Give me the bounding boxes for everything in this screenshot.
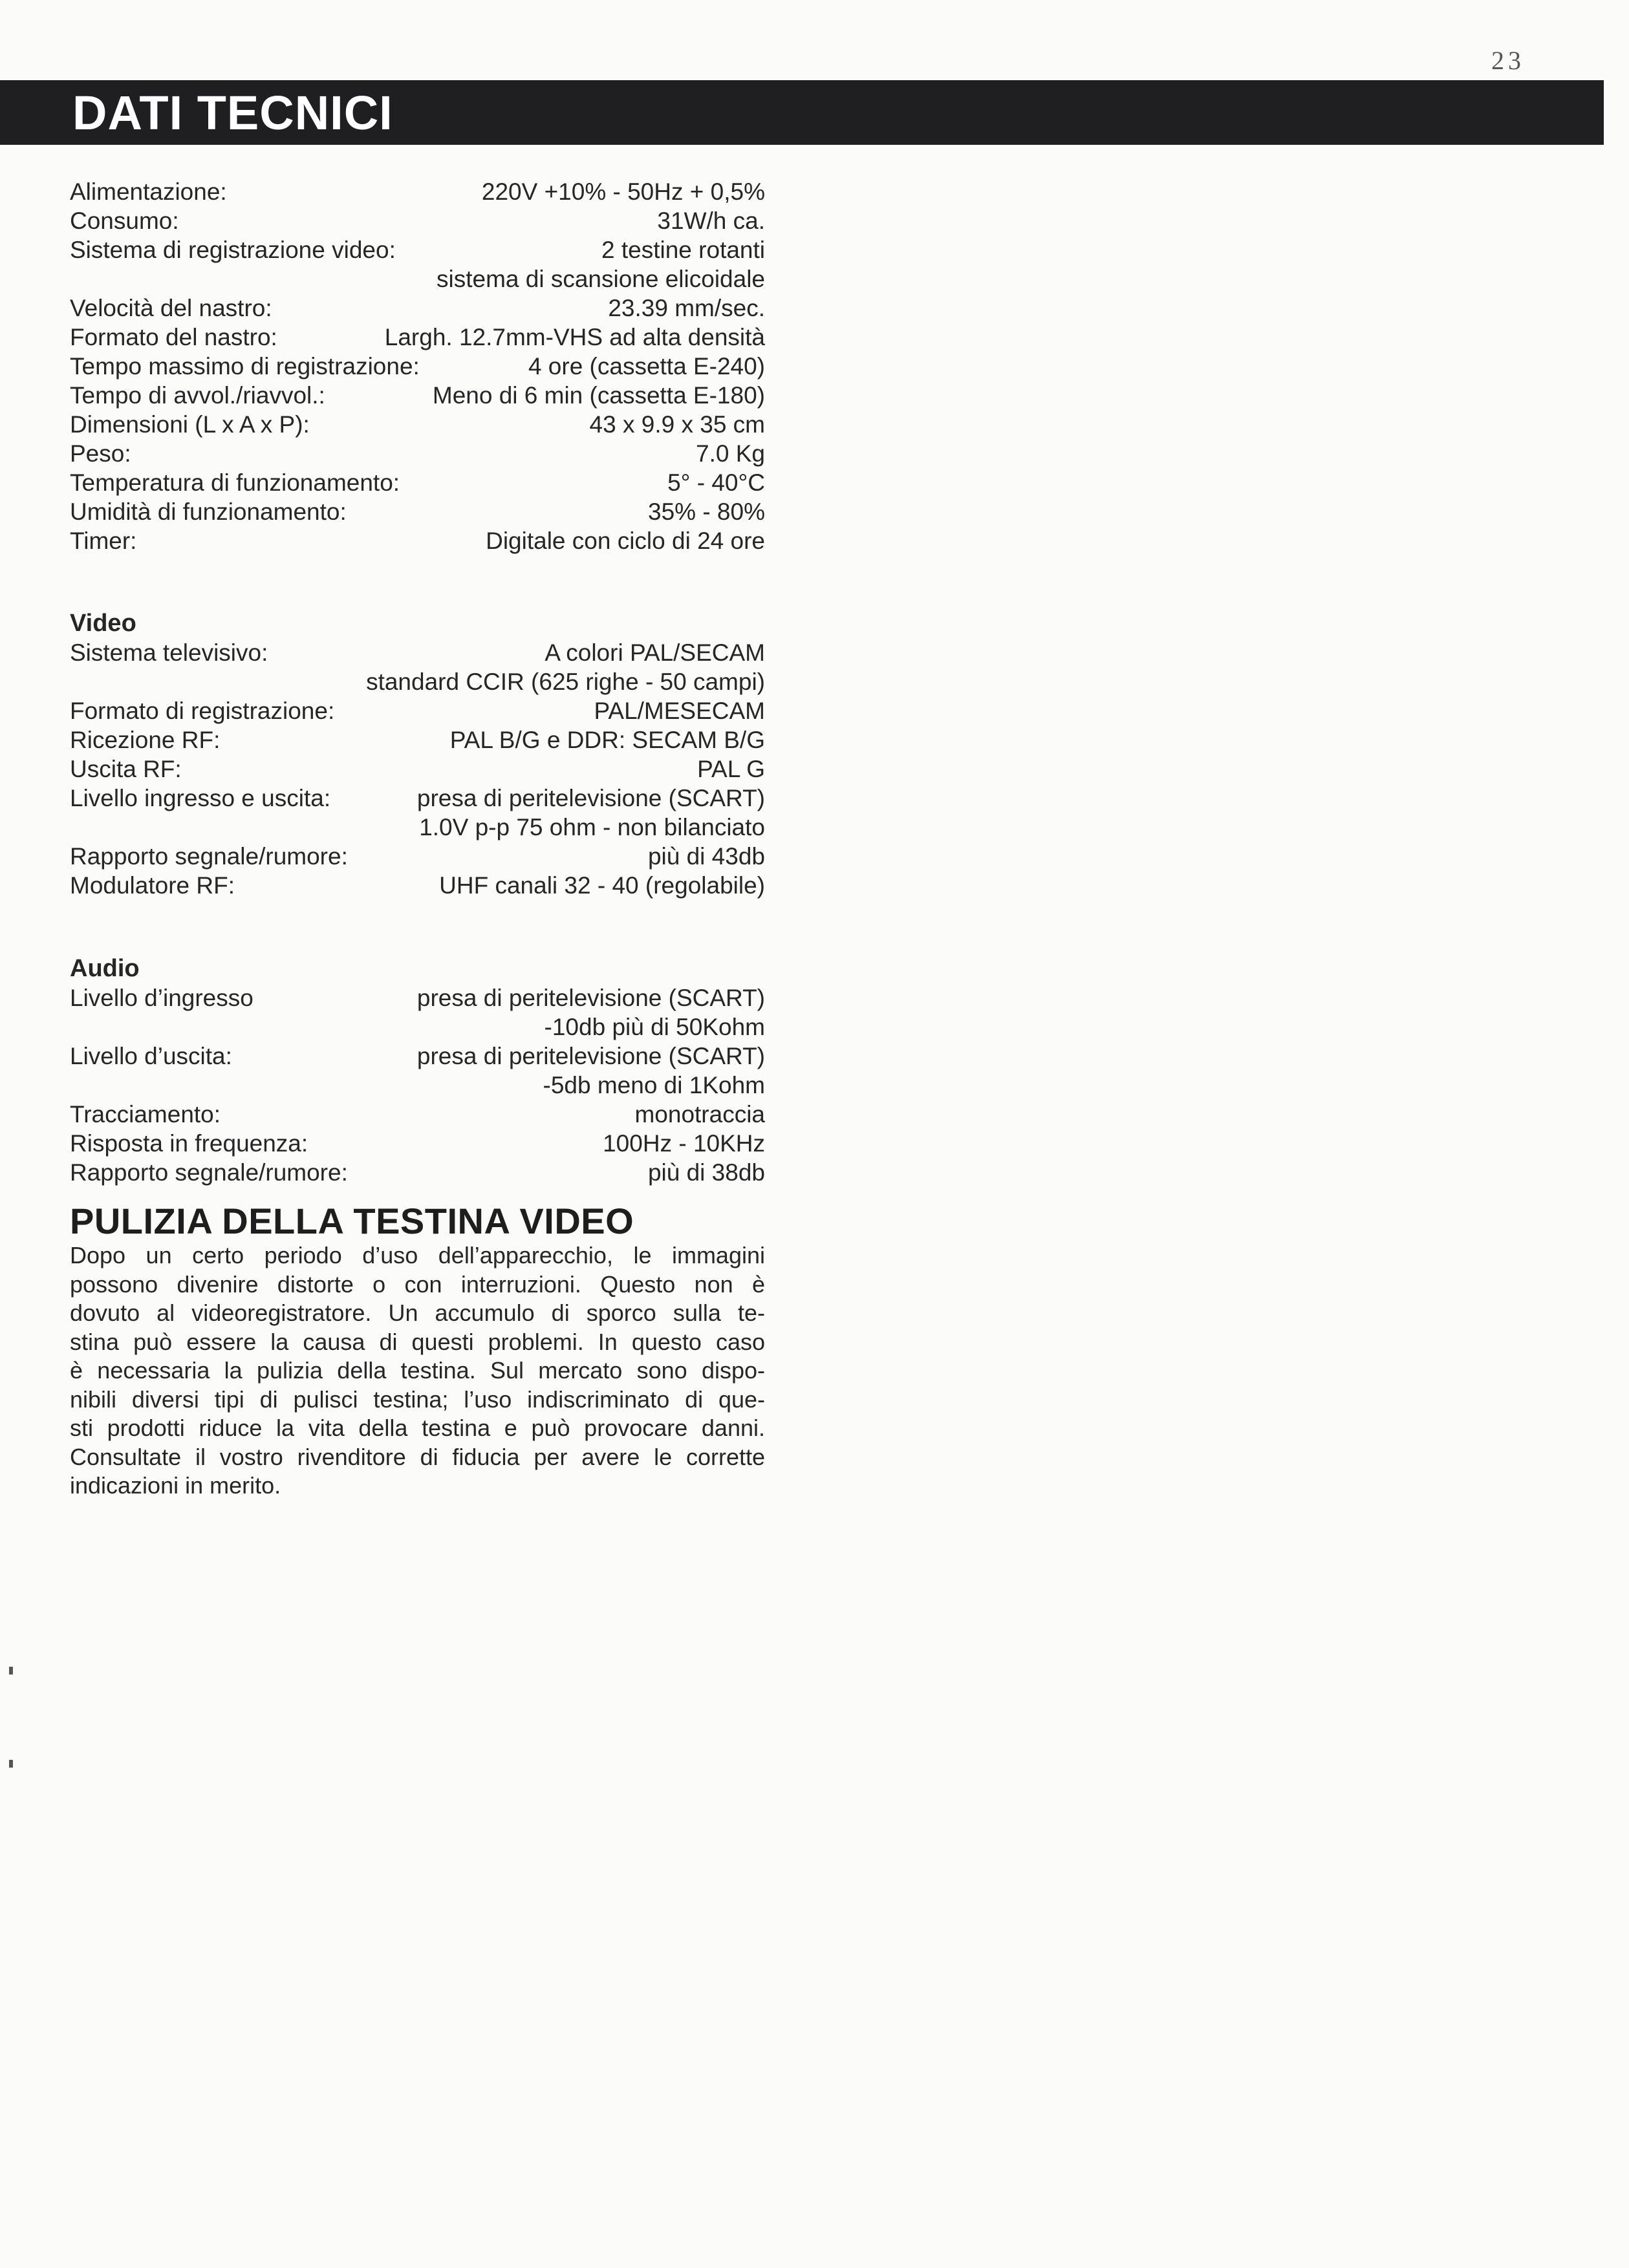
spec-row-continuation <box>70 667 765 696</box>
spec-value: più di 43db <box>647 843 765 870</box>
general-specs <box>70 177 765 555</box>
spec-label: Temperatura di funzionamento: <box>70 469 400 496</box>
spec-row <box>70 754 765 784</box>
margin-mark <box>9 1760 13 1768</box>
cleaning-text-line: nibili diversi tipi di pulisci testina; l’uso indiscriminato di que- <box>70 1385 765 1413</box>
spec-row <box>70 381 765 410</box>
spec-row <box>70 638 765 667</box>
cleaning-text-line: Consultate il vostro rivenditore di fiducia per avere le corrette <box>70 1443 765 1470</box>
cleaning-body <box>70 1241 765 1501</box>
spec-label: Sistema televisivo: <box>70 639 268 666</box>
cleaning-text-line: indicazioni in merito. <box>70 1472 281 1499</box>
video-specs <box>70 638 765 900</box>
spec-label: Velocità del nastro: <box>70 295 272 321</box>
spec-row <box>70 784 765 813</box>
spec-value: 2 testine rotanti <box>601 237 765 263</box>
spec-row <box>70 983 765 1012</box>
spec-row <box>70 1042 765 1071</box>
spec-value: 5° - 40°C <box>667 469 765 496</box>
spec-label: Umidità di funzionamento: <box>70 498 347 525</box>
spec-label: Consumo: <box>70 208 179 234</box>
section-gap <box>70 555 765 608</box>
spec-label: Rapporto segnale/rumore: <box>70 843 348 870</box>
spec-content <box>70 177 765 1501</box>
spec-row <box>70 177 765 206</box>
spec-value: 43 x 9.9 x 35 cm <box>589 411 765 438</box>
spec-value-continuation: -10db più di 50Kohm <box>544 1014 765 1040</box>
cleaning-text-line: stina può essere la causa di questi problemi. In questo caso <box>70 1328 765 1355</box>
spec-value-continuation: 1.0V p-p 75 ohm - non bilanciato <box>419 814 765 840</box>
spec-label: Tracciamento: <box>70 1101 221 1128</box>
spec-label: Formato di registrazione: <box>70 698 335 724</box>
spec-row-continuation <box>70 1012 765 1042</box>
cleaning-title: PULIZIA DELLA TESTINA VIDEO <box>70 1201 634 1241</box>
spec-label: Sistema di registrazione video: <box>70 237 396 263</box>
spec-label: Timer: <box>70 528 137 554</box>
spec-value-continuation: -5db meno di 1Kohm <box>543 1072 765 1098</box>
spec-value-continuation: standard CCIR (625 righe - 50 campi) <box>366 669 765 695</box>
spec-row <box>70 526 765 555</box>
spec-row <box>70 842 765 871</box>
spec-value: UHF canali 32 - 40 (regolabile) <box>439 872 765 899</box>
spec-value-continuation: sistema di scansione elicoidale <box>437 266 765 292</box>
spec-row <box>70 352 765 381</box>
page-number: 23 <box>1491 46 1525 75</box>
spec-row-continuation <box>70 813 765 842</box>
spec-value: Largh. 12.7mm-VHS ad alta densità <box>384 324 765 350</box>
page-title: DATI TECNICI <box>72 86 393 140</box>
spec-value: più di 38db <box>647 1159 765 1186</box>
audio-specs <box>70 983 765 1187</box>
spec-row-continuation <box>70 264 765 294</box>
spec-row <box>70 439 765 468</box>
margin-mark <box>9 1667 13 1674</box>
spec-row <box>70 468 765 497</box>
spec-label: Rapporto segnale/rumore: <box>70 1159 348 1186</box>
spec-value: PAL G <box>697 756 765 782</box>
spec-label: Formato del nastro: <box>70 324 277 350</box>
spec-label: Dimensioni (L x A x P): <box>70 411 310 438</box>
spec-value: 100Hz - 10KHz <box>603 1130 765 1157</box>
cleaning-text-line: possono divenire distorte o con interruzioni. Questo non è <box>70 1270 765 1298</box>
cleaning-text-line: sti prodotti riduce la vita della testina e può provocare danni. <box>70 1415 765 1441</box>
spec-label: Tempo di avvol./riavvol.: <box>70 382 325 409</box>
spec-value: 220V +10% - 50Hz + 0,5% <box>481 178 765 205</box>
spec-value: Meno di 6 min (cassetta E-180) <box>432 382 765 409</box>
spec-value: 7.0 Kg <box>696 440 765 467</box>
spec-row <box>70 323 765 352</box>
spec-value: Digitale con ciclo di 24 ore <box>486 528 765 554</box>
video-section-title: Video <box>70 610 136 637</box>
spec-value: presa di peritelevisione (SCART) <box>416 1043 765 1069</box>
cleaning-text-line: dovuto al videoregistratore. Un accumulo di sporco sulla te- <box>70 1300 765 1326</box>
spec-value: A colori PAL/SECAM <box>545 639 765 666</box>
cleaning-text-line: Dopo un certo periodo d’uso dell’apparecchio, le immagini <box>70 1242 765 1268</box>
spec-row <box>70 696 765 725</box>
spec-label: Peso: <box>70 440 131 467</box>
spec-label: Ricezione RF: <box>70 727 221 753</box>
spec-label: Alimentazione: <box>70 178 227 205</box>
spec-value: PAL/MESECAM <box>594 698 765 724</box>
spec-row <box>70 410 765 439</box>
spec-label: Risposta in frequenza: <box>70 1130 308 1157</box>
spec-row <box>70 725 765 754</box>
audio-section-title: Audio <box>70 955 140 982</box>
spec-row <box>70 294 765 323</box>
spec-value: 4 ore (cassetta E-240) <box>528 353 765 380</box>
spec-value: presa di peritelevisione (SCART) <box>416 785 765 811</box>
spec-label: Tempo massimo di registrazione: <box>70 353 420 380</box>
spec-row <box>70 1129 765 1158</box>
spec-value: 23.39 mm/sec. <box>608 295 765 321</box>
spec-label: Modulatore RF: <box>70 872 235 899</box>
spec-row <box>70 871 765 900</box>
spec-row <box>70 206 765 235</box>
header-bar <box>0 80 1604 145</box>
spec-row <box>70 1100 765 1129</box>
spec-value: PAL B/G e DDR: SECAM B/G <box>449 727 765 753</box>
section-gap <box>70 900 765 954</box>
spec-label: Uscita RF: <box>70 756 182 782</box>
spec-row-continuation <box>70 1071 765 1100</box>
spec-value: presa di peritelevisione (SCART) <box>416 985 765 1011</box>
cleaning-text-line: è necessaria la pulizia della testina. Sul mercato sono dispo- <box>70 1357 765 1384</box>
spec-label: Livello d’ingresso <box>70 985 254 1011</box>
spec-label: Livello d’uscita: <box>70 1043 232 1069</box>
spec-value: 31W/h ca. <box>657 208 765 234</box>
spec-row <box>70 235 765 264</box>
spec-value: monotraccia <box>634 1101 765 1128</box>
spec-row <box>70 1158 765 1187</box>
spec-label: Livello ingresso e uscita: <box>70 785 331 811</box>
spec-row <box>70 497 765 526</box>
spec-value: 35% - 80% <box>648 498 765 525</box>
